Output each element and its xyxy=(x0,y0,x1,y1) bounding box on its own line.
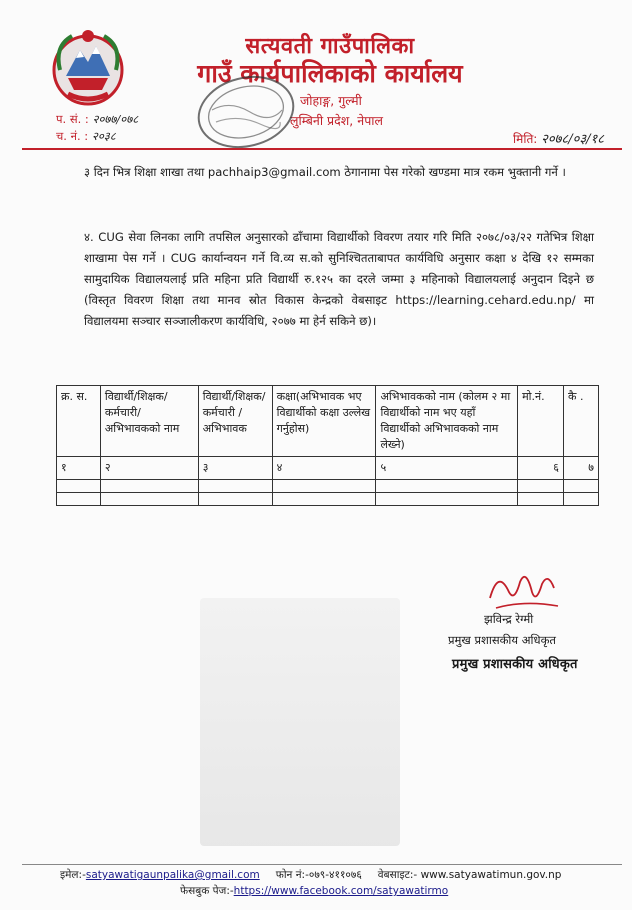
table-cell xyxy=(57,493,101,506)
table-header-row xyxy=(57,386,599,457)
signature-icon xyxy=(484,564,564,616)
table-cell xyxy=(198,480,272,493)
table-row xyxy=(57,493,599,506)
table-header-cell: अभिभावकको नाम (कोलम २ मा विद्यार्थीको नाम भए यहाँ विद्यार्थीको अभिभावकको नाम लेख्ने) xyxy=(376,386,518,457)
footer-facebook xyxy=(180,884,448,898)
table-cell xyxy=(57,480,101,493)
table-cell xyxy=(100,493,198,506)
header-divider xyxy=(22,148,622,150)
scan-smudge xyxy=(200,598,400,846)
office-province: लुम्बिनी प्रदेश, नेपाल xyxy=(290,113,384,128)
footer-phone: फोन नं:-०७९-४११०७६ xyxy=(275,869,362,881)
table-header-cell: विद्यार्थी/शिक्षक/ कर्मचारी /अभिभावक xyxy=(198,386,272,457)
table-header-cell: कक्षा(अभिभावक भए विद्यार्थीको कक्षा उल्लेख गर्नुहोस) xyxy=(272,386,376,457)
website-link[interactable]: www.satyawatimun.gov.np xyxy=(420,869,562,881)
table-number-cell: ७ xyxy=(564,457,599,480)
reference-number xyxy=(56,112,138,127)
student-details-table xyxy=(56,385,599,506)
designation-stamp: प्रमुख प्रशासकीय अधिकृत xyxy=(452,657,578,672)
table-cell xyxy=(272,493,376,506)
table-cell xyxy=(376,493,518,506)
table-number-cell: ६ xyxy=(518,457,564,480)
table-cell xyxy=(376,480,518,493)
reference-label: प. सं. : xyxy=(56,112,89,126)
table-header-cell: विद्यार्थी/शिक्षक/ कर्मचारी/अभिभावकको नाम xyxy=(100,386,198,457)
paragraph-cug xyxy=(84,227,594,332)
letter-date xyxy=(513,129,604,147)
footer-email xyxy=(60,868,260,882)
dispatch-label: च. नं. : xyxy=(56,129,89,143)
facebook-label: फेसबुक पेज:- xyxy=(180,885,234,897)
table-cell xyxy=(518,493,564,506)
facebook-link[interactable]: https://www.facebook.com/satyawatirmo xyxy=(233,885,449,897)
signatory-designation: प्रमुख प्रशासकीय अधिकृत xyxy=(448,633,556,647)
table-number-cell: ३ xyxy=(198,457,272,480)
footer-contacts xyxy=(60,868,600,882)
date-value: २०७८/०३/१८ xyxy=(541,132,604,147)
paragraph-deadline xyxy=(84,162,594,183)
footer-divider xyxy=(22,864,622,865)
table-header-cell: मो.नं. xyxy=(518,386,564,457)
table-cell xyxy=(518,480,564,493)
dispatch-number xyxy=(56,129,116,144)
paragraph-cug-text: ४. CUG सेवा लिनका लागि तपसिल अनुसारको ढाँचामा विद्यार्थीको विवरण तयार गरि मिति २०७८/०३/२२ गतेभित्र शिक्षा शाखामा पेस गर्ने । CUG कार्यान्वयन गर्ने वि.व्य स.को सुनिश्चितताबापत कार्यविधि अनुसार कक्षा ४ देखि १२ सम्मका सामुदायिक विद्यालयलाई प्रति महिना प्रति विद्यार्थी रु.१२५ का दरले जम्मा ३ महिनाको विद्यालयलाई अनुदान दिइने छ (विस्तृत विवरण शिक्षा तथा मानव स्रोत विकास केन्द्रको वेबसाइट https://learning.cehard.edu.np/ मा विद्यालयमा सञ्चार सञ्जालीकरण कार्यविधि, २०७७ मा हेर्न सकिने छ)। xyxy=(84,230,594,328)
footer-website xyxy=(378,868,562,882)
date-label: मिति: xyxy=(513,132,538,146)
table-number-cell: ५ xyxy=(376,457,518,480)
table-cell xyxy=(564,480,599,493)
table-row xyxy=(57,480,599,493)
email-link[interactable]: satyawatigaunpalika@gmail.com xyxy=(85,869,260,881)
email-label: इमेल:- xyxy=(60,869,86,881)
table-number-cell: १ xyxy=(57,457,101,480)
table-header-cell: कै . xyxy=(564,386,599,457)
table-cell xyxy=(100,480,198,493)
website-label: वेबसाइट:- xyxy=(377,869,418,881)
office-name: गाउँ कार्यपालिकाको कार्यालय xyxy=(197,59,463,88)
table-cell xyxy=(564,493,599,506)
table-cell xyxy=(272,480,376,493)
nepal-emblem-icon xyxy=(46,24,130,108)
paragraph-deadline-text: ३ दिन भित्र शिक्षा शाखा तथा pachhaip3@gmail.com ठेगानामा पेस गरेको खण्डमा मात्र रकम भुक्तानी गर्ने । xyxy=(84,165,566,179)
table-header-cell: क्र. स. xyxy=(57,386,101,457)
office-address: जोहाङ्ग, गुल्मी xyxy=(300,93,362,108)
table-number-cell: २ xyxy=(100,457,198,480)
table-number-cell: ४ xyxy=(272,457,376,480)
table-cell xyxy=(198,493,272,506)
signatory-name: झविन्द्र रेग्मी xyxy=(484,612,534,626)
municipality-name: सत्यवती गाउँपालिका xyxy=(245,34,415,59)
office-stamp-icon xyxy=(190,70,302,154)
table-number-row xyxy=(57,457,599,480)
reference-value: २०७७/०७८ xyxy=(92,112,139,126)
dispatch-value: २०३८ xyxy=(91,129,116,143)
